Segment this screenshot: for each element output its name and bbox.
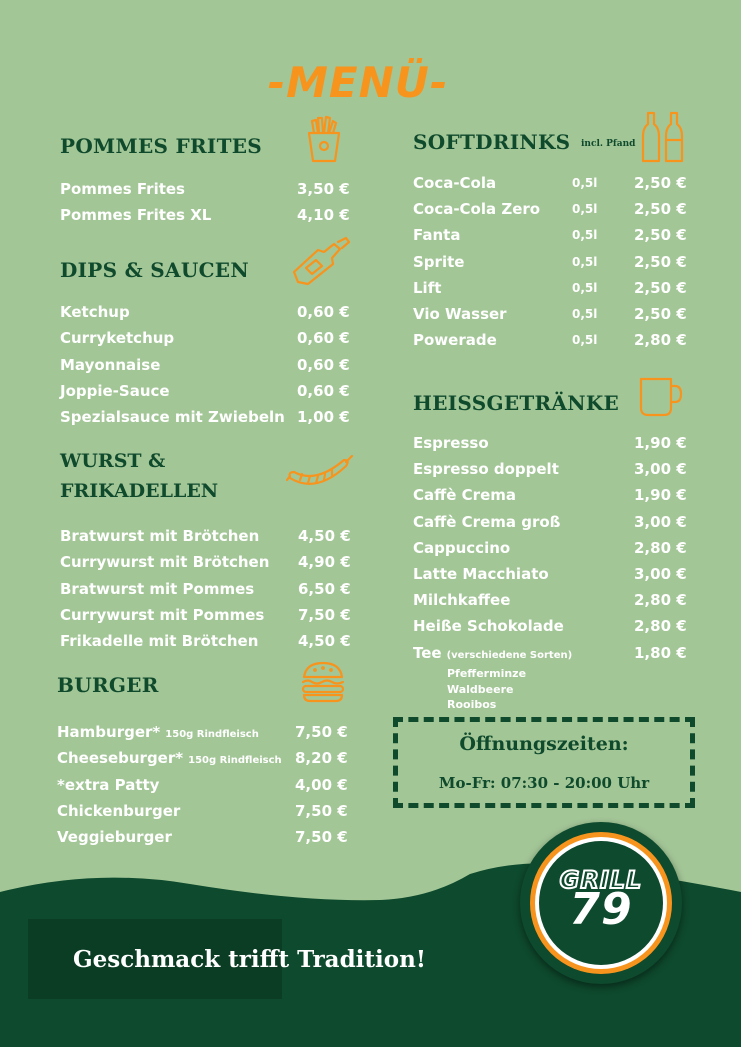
- item-name: Curryketchup: [60, 329, 175, 348]
- heiss-item: [413, 486, 516, 504]
- burger-item: [57, 749, 282, 767]
- item-price: 2,80 €: [634, 591, 687, 610]
- item-size: 0,5l: [572, 307, 598, 321]
- heiss-item: [413, 644, 572, 662]
- item-name: Tee: [413, 643, 442, 662]
- pommes-item: [60, 206, 211, 224]
- item-size: 0,5l: [572, 228, 598, 243]
- heiss-item: [413, 434, 489, 452]
- wurst-item: [60, 553, 269, 571]
- wurst-item: [60, 527, 259, 545]
- item-price: 2,50 €: [634, 174, 687, 192]
- item-name: Currywurst mit Pommes: [60, 605, 265, 624]
- section-title-pommes: POMMES FRITES: [60, 134, 263, 158]
- item-size: 0,5l: [572, 254, 598, 269]
- burger-item: [57, 802, 180, 820]
- menu-title: -MENÜ-: [267, 58, 449, 107]
- opening-hours-text: Mo-Fr: 07:30 - 20:00 Uhr: [438, 774, 650, 792]
- item-name: Coca-Cola: [413, 174, 497, 192]
- section-title-dips: DIPS & SAUCEN: [60, 258, 249, 282]
- item-name: Hamburger*: [57, 723, 161, 741]
- tea-type: Pfefferminze: [447, 667, 527, 680]
- softdrinks-item: [413, 331, 497, 349]
- item-price: 3,00 €: [634, 512, 687, 531]
- heiss-item: [413, 591, 510, 609]
- item-price: 1,80 €: [634, 643, 687, 662]
- item-name: Lift: [413, 278, 442, 297]
- burger-icon: [300, 661, 346, 703]
- item-price: 3,00 €: [634, 460, 687, 479]
- item-name: Coca-Cola Zero: [413, 200, 541, 219]
- item-price: 2,80 €: [634, 538, 687, 557]
- wurst-item: [60, 580, 254, 598]
- item-price: 4,00 €: [295, 775, 348, 794]
- wurst-item: [60, 632, 258, 650]
- item-price: 7,50 €: [298, 605, 351, 624]
- wurst-item: [60, 606, 264, 624]
- item-price: 2,50 €: [634, 305, 687, 323]
- item-name: Espresso doppelt: [413, 460, 559, 479]
- item-name: Cheeseburger*: [57, 749, 184, 768]
- item-price: 3,00 €: [634, 565, 687, 583]
- item-price: 0,60 €: [297, 381, 350, 400]
- item-price: 0,60 €: [297, 303, 350, 321]
- item-name: Mayonnaise: [60, 355, 161, 374]
- item-price: 8,20 €: [295, 749, 348, 768]
- grill79-logo: [520, 822, 682, 984]
- section-title-wurst-line2: FRIKADELLEN: [60, 480, 219, 502]
- item-name: Ketchup: [60, 303, 130, 321]
- item-name: Powerade: [413, 331, 497, 350]
- item-name: Bratwurst mit Pommes: [60, 579, 255, 598]
- item-name: Currywurst mit Brötchen: [60, 553, 270, 572]
- item-name: Bratwurst mit Brötchen: [60, 527, 260, 545]
- softdrinks-item: [413, 279, 441, 297]
- item-price: 1,90 €: [634, 486, 687, 505]
- item-price: 4,50 €: [298, 527, 351, 545]
- item-name: Spezialsauce mit Zwiebeln: [60, 408, 285, 427]
- item-name: Pommes Frites: [60, 180, 185, 198]
- item-name: Cappuccino: [413, 538, 511, 557]
- item-name: Espresso: [413, 434, 489, 452]
- item-price: 2,50 €: [634, 200, 687, 219]
- item-name: Heiße Schokolade: [413, 617, 564, 636]
- item-name: Fanta: [413, 226, 461, 245]
- item-price: 4,50 €: [298, 632, 351, 651]
- item-size: 0,5l: [572, 202, 598, 217]
- item-price: 3,50 €: [297, 180, 350, 198]
- section-title-wurst-line1: WURST &: [60, 450, 166, 472]
- item-name: *extra Patty: [57, 775, 160, 794]
- fries-icon: [305, 115, 343, 163]
- softdrinks-item: [413, 305, 507, 323]
- heiss-item: [413, 513, 560, 531]
- item-price: 2,50 €: [634, 278, 687, 297]
- section-title-burger: BURGER: [57, 673, 159, 697]
- item-price: 2,50 €: [634, 252, 687, 271]
- section-title-softdrinks: SOFTDRINKS: [413, 130, 571, 154]
- burger-item: [57, 723, 259, 741]
- sausage-icon: [286, 452, 356, 496]
- slogan: Geschmack trifft Tradition!: [73, 946, 426, 973]
- item-name: Veggieburger: [57, 828, 172, 847]
- item-price: 0,60 €: [297, 355, 350, 374]
- softdrinks-pfand-note: incl. Pfand: [581, 139, 636, 149]
- logo-text-grill: GRILL: [559, 866, 643, 894]
- item-price: 7,50 €: [295, 801, 348, 820]
- heiss-item: [413, 460, 559, 478]
- item-name: Caffè Crema groß: [413, 512, 561, 531]
- dips-item: [60, 408, 285, 426]
- item-size: 0,5l: [572, 280, 598, 295]
- item-name: Vio Wasser: [413, 305, 507, 323]
- tea-type: Waldbeere: [447, 682, 514, 696]
- item-price: 1,00 €: [297, 408, 350, 427]
- item-price: 6,50 €: [298, 579, 351, 598]
- cup-icon: [638, 376, 684, 418]
- item-size: 0,5l: [572, 333, 598, 348]
- softdrinks-item: [413, 226, 460, 244]
- dips-item: [60, 382, 170, 400]
- item-name: Frikadelle mit Brötchen: [60, 632, 259, 651]
- softdrinks-item: [413, 174, 496, 192]
- item-note: 150g Rindfleisch: [188, 755, 282, 767]
- pommes-item: [60, 180, 185, 198]
- heiss-item: [413, 565, 549, 583]
- opening-hours-box: [393, 717, 695, 808]
- item-price: 2,50 €: [634, 226, 687, 245]
- item-price: 1,90 €: [634, 434, 687, 452]
- item-price: 4,10 €: [297, 206, 350, 225]
- burger-item: [57, 776, 159, 794]
- dips-item: [60, 356, 160, 374]
- opening-hours-title: Öffnungszeiten:: [459, 733, 629, 755]
- heiss-item: [413, 617, 564, 635]
- item-price: 2,80 €: [634, 331, 687, 350]
- dips-item: [60, 329, 174, 347]
- section-title-heiss: HEISSGETRÄNKE: [413, 391, 620, 415]
- item-name: Milchkaffee: [413, 591, 511, 610]
- sauce-bottle-icon: [288, 236, 352, 286]
- tea-type: Rooibos: [447, 698, 497, 711]
- item-price: 7,50 €: [295, 828, 348, 847]
- dips-item: [60, 303, 130, 321]
- item-name: Chickenburger: [57, 801, 181, 820]
- burger-item: [57, 828, 172, 846]
- heiss-item: [413, 539, 510, 557]
- item-note: (verschiedene Sorten): [446, 649, 573, 661]
- item-name: Caffè Crema: [413, 486, 517, 505]
- item-name: Latte Macchiato: [413, 565, 549, 583]
- item-price: 4,90 €: [298, 553, 351, 572]
- item-name: Pommes Frites XL: [60, 206, 212, 225]
- bottles-icon: [640, 110, 686, 164]
- item-price: 0,60 €: [297, 329, 350, 348]
- softdrinks-item: [413, 253, 464, 271]
- logo-text-79: 79: [569, 884, 633, 935]
- item-name: Joppie-Sauce: [60, 381, 170, 400]
- item-price: 2,80 €: [634, 617, 687, 636]
- softdrinks-item: [413, 200, 540, 218]
- item-size: 0,5l: [572, 176, 598, 190]
- item-price: 7,50 €: [295, 723, 348, 741]
- item-name: Sprite: [413, 252, 465, 271]
- item-note: 150g Rindfleisch: [165, 729, 259, 740]
